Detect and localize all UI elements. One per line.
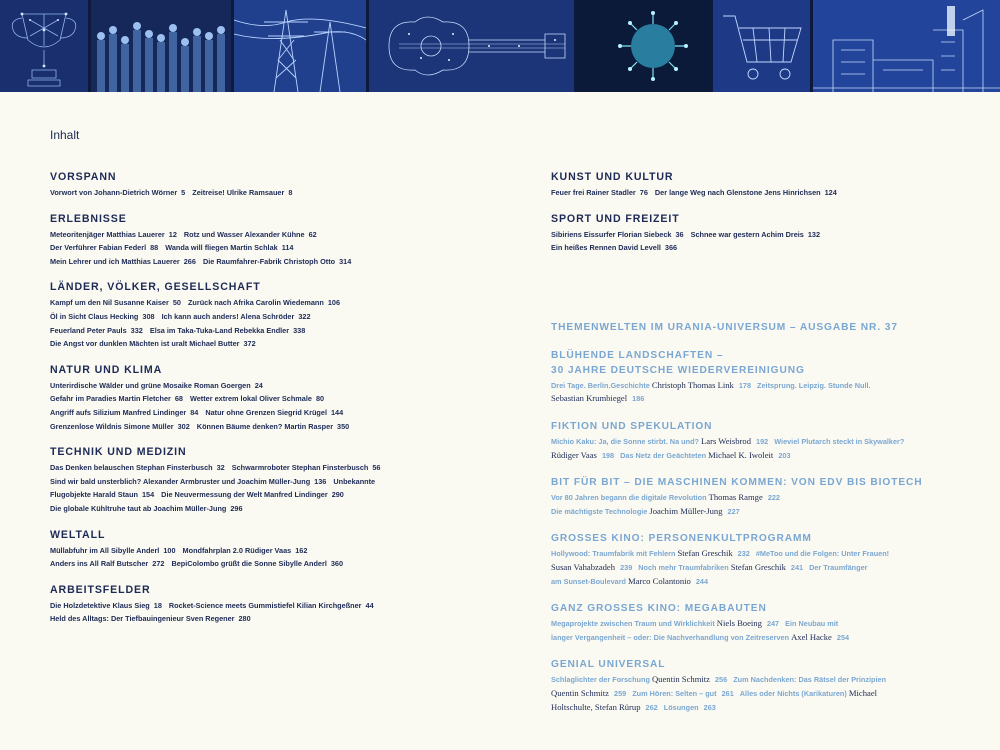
article-title: Megaprojekte zwischen Traum und Wirklichkeit bbox=[551, 619, 715, 629]
toc-entry-title: Meteoritenjäger Matthias Lauerer bbox=[50, 229, 165, 239]
page-number: 136 bbox=[314, 476, 327, 486]
page-number: 36 bbox=[675, 229, 684, 239]
page-number: 296 bbox=[230, 503, 243, 513]
author-name: Michael bbox=[848, 687, 878, 698]
toc-entry-title: Mondfahrplan 2.0 Rüdiger Vaas bbox=[182, 545, 292, 555]
toc-entry-title: Natur ohne Grenzen Siegrid Krügel bbox=[205, 407, 327, 417]
page-number: 239 bbox=[620, 562, 633, 572]
toc-line bbox=[50, 310, 490, 324]
toc-entry-title: Sibiriens Eissurfer Florian Siebeck bbox=[551, 229, 672, 239]
page-number: 338 bbox=[293, 325, 306, 335]
toc-line bbox=[50, 379, 490, 393]
toc-entry-title: Öl in Sicht Claus Hecking bbox=[50, 311, 139, 321]
page-number: 247 bbox=[766, 619, 780, 629]
section-title: NATUR UND KLIMA bbox=[50, 363, 163, 376]
toc-entry-title: Grenzenlose Wildnis Simone Müller bbox=[50, 421, 174, 431]
page-number: 332 bbox=[130, 325, 143, 335]
toc-section bbox=[50, 363, 490, 433]
toc-entry-title: Können Bäume denken? Martin Rasper bbox=[196, 421, 334, 431]
page-number: 360 bbox=[330, 559, 344, 569]
toc-entry-title: Sind wir bald unsterblich? Alexander Armbruster und Joachim Müller-Jung bbox=[50, 476, 311, 486]
toc-entry-title: Der Verführer Fabian Federl bbox=[50, 243, 147, 253]
author-name: Stefan Greschik bbox=[730, 561, 786, 572]
article-title: Alles oder Nichts (Karikaturen) bbox=[739, 688, 847, 698]
section-title: VORSPANN bbox=[50, 171, 117, 183]
toc-entry-title: Held des Alltags: Der Tiefbauingenieur Sven Regener bbox=[50, 614, 235, 624]
toc-entry-title: Die Angst vor dunklen Mächten ist uralt Michael Butter bbox=[50, 339, 240, 349]
page-number: 32 bbox=[216, 463, 225, 473]
toc-section bbox=[551, 212, 971, 255]
page-number: 154 bbox=[141, 490, 155, 500]
section-title: ERLEBNISSE bbox=[50, 212, 127, 225]
page-number: 244 bbox=[695, 576, 709, 586]
toc-right-column bbox=[551, 170, 971, 728]
author-name: Quentin Schmitz bbox=[651, 674, 710, 685]
toc-entry-title: Angriff aufs Silizium Manfred Lindinger bbox=[50, 407, 187, 417]
crowd-illustration bbox=[91, 0, 231, 92]
toc-line bbox=[50, 475, 490, 489]
toc-entry-title: Der lange Weg nach Glenstone Jens Hinrichsen bbox=[654, 188, 821, 197]
toc-entry-title: Gefahr im Paradies Martin Fletcher bbox=[50, 394, 171, 404]
themen-section bbox=[551, 532, 971, 588]
page-number: 114 bbox=[281, 243, 294, 253]
page-number: 8 bbox=[288, 188, 293, 197]
themen-line bbox=[551, 435, 971, 449]
toc-section bbox=[50, 583, 490, 626]
themen-section bbox=[551, 602, 971, 644]
article-title: Vor 80 Jahren begann die digitale Revolution bbox=[551, 493, 707, 503]
article-title: Lösungen bbox=[663, 702, 699, 712]
article-title: Drei Tage. Berlin.Geschichte bbox=[551, 380, 650, 390]
article-title: Ein Neubau mit bbox=[785, 619, 839, 629]
page-number: 50 bbox=[172, 298, 181, 308]
themen-line bbox=[551, 547, 971, 561]
toc-entry-title: Ein heißes Rennen David Levell bbox=[551, 243, 661, 253]
article-title: Michio Kaku: Ja, die Sonne stirbt. Na und? bbox=[551, 436, 699, 446]
page-number: 132 bbox=[807, 229, 821, 239]
section-title: TECHNIK UND MEDIZIN bbox=[50, 446, 187, 459]
themen-title: 30 JAHRE DEUTSCHE WIEDERVEREINIGUNG bbox=[551, 364, 805, 376]
article-title: langer Vergangenheit – oder: Die Nachverhandlung von Zeitreserven bbox=[551, 632, 790, 642]
article-title: Das Netz der Geächteten bbox=[620, 450, 707, 460]
toc-line bbox=[50, 296, 490, 310]
themen-line bbox=[551, 701, 971, 715]
page-number: 314 bbox=[339, 256, 352, 266]
page-number: 350 bbox=[337, 421, 350, 431]
page-number: 302 bbox=[177, 421, 190, 431]
themen-list bbox=[551, 349, 971, 714]
page-number: 76 bbox=[639, 188, 648, 197]
page-number: 254 bbox=[836, 632, 850, 642]
author-name: Joachim Müller-Jung bbox=[649, 505, 723, 516]
toc-line bbox=[50, 324, 490, 338]
themen-title: FIKTION UND SPEKULATION bbox=[551, 420, 713, 432]
themen-line bbox=[551, 505, 971, 519]
page-number: 256 bbox=[715, 675, 728, 685]
article-title: am Sunset-Boulevard bbox=[551, 576, 627, 586]
page-number: 162 bbox=[295, 545, 308, 555]
toc-line bbox=[50, 406, 490, 420]
page-number: 372 bbox=[243, 339, 256, 349]
author-name: Axel Hacke bbox=[791, 631, 832, 642]
toc-entry-title: Rotz und Wasser Alexander Kühne bbox=[183, 229, 305, 239]
page-number: 178 bbox=[738, 380, 752, 390]
page-number: 18 bbox=[153, 600, 162, 610]
themen-line bbox=[551, 449, 971, 463]
toc-line bbox=[50, 544, 490, 558]
toc-line bbox=[50, 255, 490, 269]
power-pylon-illustration bbox=[234, 0, 366, 92]
author-name: Lars Weisbrod bbox=[701, 435, 751, 446]
themen-section bbox=[551, 349, 971, 406]
toc-section bbox=[50, 170, 490, 200]
toc-section bbox=[50, 528, 490, 571]
themen-title: BIT FÜR BIT – DIE MASCHINEN KOMMEN: VON EDV BIS BIOTECH bbox=[551, 477, 923, 489]
article-title: Schlaglichter der Forschung bbox=[551, 675, 650, 685]
section-title: KUNST UND KULTUR bbox=[551, 171, 674, 183]
page-number: 263 bbox=[703, 702, 716, 712]
toc-section bbox=[50, 445, 490, 515]
toc-entry-title: Die Raumfahrer-Fabrik Christoph Otto bbox=[202, 256, 336, 266]
page-number: 308 bbox=[142, 311, 155, 321]
themen-title: GROSSES KINO: PERSONENKULTPROGRAMM bbox=[551, 533, 812, 545]
page-number: 186 bbox=[632, 394, 645, 404]
page-number: 80 bbox=[315, 394, 325, 404]
page-number: 262 bbox=[645, 702, 658, 712]
themenwelten-block bbox=[551, 321, 971, 714]
shopping-cart-illustration bbox=[713, 0, 810, 92]
toc-entry-title: Schnee war gestern Achim Dreis bbox=[690, 229, 804, 239]
author-name: Stefan Greschik bbox=[677, 548, 733, 559]
page-number: 192 bbox=[756, 436, 769, 446]
themen-section bbox=[551, 476, 971, 518]
toc-entry-title: Mein Lehrer und ich Matthias Lauerer bbox=[50, 256, 180, 266]
article-title: #MeToo und die Folgen: Unter Frauen! bbox=[755, 549, 890, 559]
toc-line bbox=[50, 502, 490, 516]
toc-line bbox=[50, 392, 490, 406]
themen-section bbox=[551, 420, 971, 462]
toc-section bbox=[50, 280, 490, 350]
building-illustration bbox=[813, 0, 1000, 92]
page-number: 100 bbox=[163, 545, 176, 555]
toc-line bbox=[50, 241, 490, 255]
header-banner bbox=[0, 0, 1000, 92]
article-title: Zum Hören: Selten – gut bbox=[632, 688, 717, 698]
themen-line bbox=[551, 379, 971, 393]
author-name: Niels Boeing bbox=[716, 618, 762, 629]
page-number: 322 bbox=[298, 311, 311, 321]
toc-section bbox=[551, 170, 971, 200]
themen-line bbox=[551, 491, 971, 505]
toc-line bbox=[50, 228, 490, 242]
article-title: Zum Nachdenken: Das Rätsel der Prinzipien bbox=[733, 675, 887, 685]
toc-right-sections bbox=[551, 170, 971, 255]
page-number: 88 bbox=[150, 243, 159, 253]
toc-entry-title: Die globale Kühltruhe taut ab Joachim Müller-Jung bbox=[50, 503, 227, 513]
toc-line bbox=[551, 186, 971, 200]
toc-entry-title: Wanda will fliegen Martin Schlak bbox=[165, 243, 278, 253]
toc-line bbox=[50, 337, 490, 351]
page-number: 106 bbox=[327, 298, 341, 308]
toc-entry-title: Zurück nach Afrika Carolin Wiedemann bbox=[187, 298, 324, 308]
toc-entry-title: Kampf um den Nil Susanne Kaiser bbox=[50, 298, 169, 308]
article-title: Wieviel Plutarch steckt in Skywalker? bbox=[774, 436, 905, 446]
page-number: 68 bbox=[174, 394, 183, 404]
toc-entry-title: Zeitreise! Ulrike Ramsauer bbox=[192, 188, 285, 197]
themen-line bbox=[551, 631, 971, 645]
toc-entry-title: Schwarmroboter Stephan Finsterbusch bbox=[231, 463, 369, 473]
page-number: 261 bbox=[721, 688, 734, 698]
page-number: 280 bbox=[238, 614, 251, 624]
toc-entry-title: Die Holzdetektive Klaus Sieg bbox=[50, 600, 150, 610]
page-number: 366 bbox=[664, 243, 678, 253]
toc-entry-title: Müllabfuhr im All Sibylle Anderl bbox=[50, 545, 160, 555]
article-title: Hollywood: Traumfabrik mit Fehlern bbox=[551, 549, 676, 559]
page-number: 24 bbox=[254, 380, 263, 390]
section-title: WELTALL bbox=[50, 528, 106, 541]
toc-entry-title: Rocket-Science meets Gummistiefel Kilian Kirchgeßner bbox=[168, 600, 362, 610]
page-number: 290 bbox=[331, 490, 344, 500]
page-number: 222 bbox=[767, 493, 780, 503]
toc-section bbox=[50, 212, 490, 269]
page-number: 144 bbox=[330, 407, 344, 417]
toc-line bbox=[50, 612, 490, 626]
trophy-illustration bbox=[0, 0, 88, 92]
themen-section bbox=[551, 658, 971, 714]
toc-line bbox=[50, 599, 490, 613]
article-title: Zeitsprung. Leipzig. Stunde Null. bbox=[757, 380, 871, 390]
toc-line bbox=[50, 557, 490, 571]
themen-title: BLÜHENDE LANDSCHAFTEN – bbox=[551, 349, 724, 361]
article-title: Die mächtigste Technologie bbox=[551, 506, 648, 516]
toc-line bbox=[50, 420, 490, 434]
section-title: SPORT UND FREIZEIT bbox=[551, 212, 680, 225]
toc-entry-title: Elsa im Taka-Tuka-Land Rebekka Endler bbox=[149, 325, 290, 335]
toc-entry-title: Vorwort von Johann-Dietrich Wörner bbox=[50, 188, 178, 197]
page-number: 241 bbox=[790, 562, 804, 572]
page-number: 203 bbox=[778, 450, 791, 460]
toc-entry-title: Die Neuvermessung der Welt Manfred Lindinger bbox=[161, 490, 328, 500]
toc-entry-title: Feuerland Peter Pauls bbox=[50, 325, 127, 335]
themen-line bbox=[551, 687, 971, 701]
author-name: Holtschulte, Stefan Rürup bbox=[551, 701, 641, 712]
author-name: Sebastian Krumbiegel bbox=[551, 393, 628, 404]
toc-line bbox=[50, 461, 490, 475]
guitar-illustration bbox=[369, 0, 574, 92]
themen-title: GENIAL UNIVERSAL bbox=[551, 659, 666, 671]
page-number: 5 bbox=[181, 188, 186, 197]
page-number: 84 bbox=[190, 407, 199, 417]
page-number: 124 bbox=[824, 188, 837, 197]
author-name: Rüdiger Vaas bbox=[551, 449, 597, 460]
page-number: 272 bbox=[152, 559, 165, 569]
toc-entry-title: Unbekannte bbox=[333, 476, 376, 486]
page-number: 198 bbox=[601, 450, 615, 460]
page-number: 44 bbox=[365, 600, 374, 610]
page-number: 232 bbox=[737, 549, 750, 559]
author-name: Christoph Thomas Link bbox=[651, 379, 734, 390]
article-title: Noch mehr Traumfabriken bbox=[638, 562, 729, 572]
author-name: Marco Colantonio bbox=[628, 575, 691, 586]
themen-line bbox=[551, 392, 971, 406]
article-title: Der Traumfänger bbox=[809, 562, 868, 572]
author-name: Quentin Schmitz bbox=[551, 687, 609, 698]
page-number: 259 bbox=[614, 688, 627, 698]
themen-line bbox=[551, 561, 971, 575]
author-name: Susan Vahabzadeh bbox=[551, 561, 616, 572]
page-number: 12 bbox=[168, 229, 177, 239]
toc-entry-title: Feuer frei Rainer Stadler bbox=[551, 188, 636, 197]
toc-line bbox=[50, 488, 490, 502]
toc-line bbox=[551, 241, 971, 255]
themen-line bbox=[551, 617, 971, 631]
page-number: 227 bbox=[727, 506, 740, 516]
section-title: ARBEITSFELDER bbox=[50, 583, 151, 596]
themenwelten-heading: THEMENWELTEN IM URANIA-UNIVERSUM – AUSGABE NR. 37 bbox=[551, 321, 898, 333]
toc-line bbox=[551, 228, 971, 242]
toc-entry-title: Ich kann auch anders! Alena Schröder bbox=[161, 311, 295, 321]
author-name: Thomas Ramge bbox=[708, 492, 763, 503]
page-title: Inhalt bbox=[50, 128, 80, 142]
toc-entry-title: Das Denken belauschen Stephan Finsterbusch bbox=[50, 463, 213, 473]
toc-entry-title: Wetter extrem lokal Oliver Schmale bbox=[189, 394, 312, 404]
themen-line bbox=[551, 575, 971, 589]
virus-illustration bbox=[577, 0, 710, 92]
toc-entry-title: Anders ins All Ralf Butscher bbox=[50, 559, 149, 569]
toc-left-column bbox=[50, 170, 490, 638]
themen-title: GANZ GROSSES KINO: MEGABAUTEN bbox=[551, 603, 767, 615]
toc-entry-title: Flugobjekte Harald Staun bbox=[50, 490, 138, 500]
toc-entry-title: Unterirdische Wälder und grüne Mosaike Roman Goergen bbox=[50, 380, 251, 390]
themen-line bbox=[551, 673, 971, 687]
toc-entry-title: BepiColombo grüßt die Sonne Sibylle Anderl bbox=[171, 559, 327, 569]
toc-line bbox=[50, 186, 490, 200]
section-title: LÄNDER, VÖLKER, GESELLSCHAFT bbox=[50, 281, 261, 294]
page-number: 266 bbox=[183, 256, 196, 266]
author-name: Michael K. Iwoleit bbox=[708, 449, 774, 460]
page-number: 56 bbox=[372, 463, 381, 473]
page-number: 62 bbox=[308, 229, 317, 239]
